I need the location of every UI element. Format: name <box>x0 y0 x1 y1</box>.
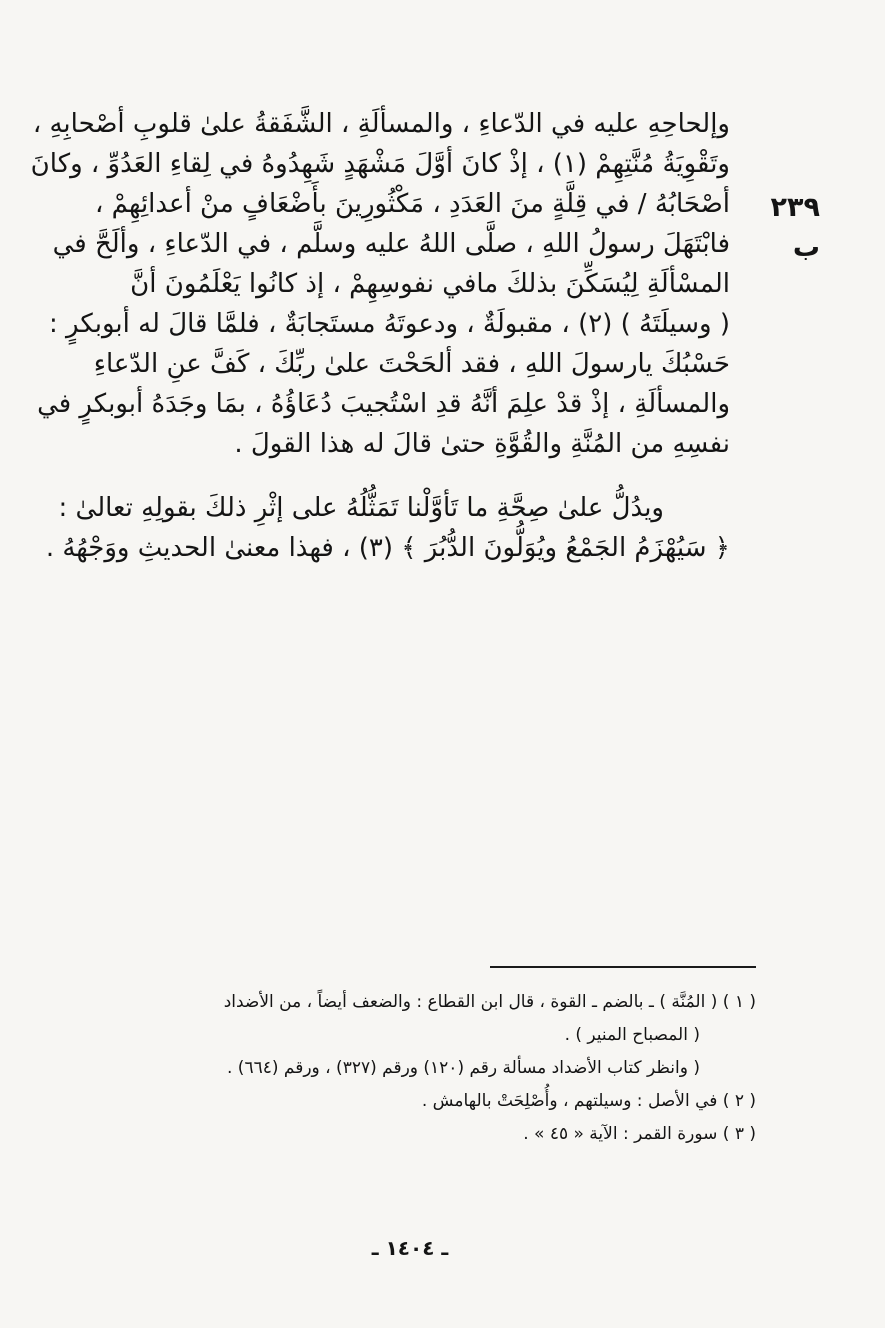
footnote-divider <box>490 966 756 968</box>
paragraph-gap <box>80 464 730 488</box>
footnote-line: ( ٣ ) سورة القمر : الآية « ٤٥ » . <box>523 1124 756 1144</box>
footnote-line: ( المصباح المنير ) . <box>564 1025 700 1045</box>
text-line: وتَقْوِيَةُ مُنَّتِهِمْ (١) ، إذْ كانَ أوَّلَ مَشْهَدٍ شَهِدُوهُ في لِقاءِ العَدُوِّ ، وكانَ <box>30 149 730 179</box>
text-line: فابْتَهَلَ رسولُ اللهِ ، صلَّى اللهُ عليه وسلَّم ، في الدّعاءِ ، وألَحَّ في <box>52 229 730 259</box>
margin-folio-note: ٢٣٩ ب <box>770 192 820 263</box>
main-text-block <box>30 104 730 568</box>
text-line: ( وسيلَتَهُ ) (٢) ، مقبولَةٌ ، ودعوتَهُ مستَجابَةٌ ، فلمَّا قالَ له أبوبكرٍ : <box>48 309 730 339</box>
text-line: وإلحاحِهِ عليه في الدّعاءِ ، والمسألَةِ ، الشَّفَقةُ علىٰ قلوبِ أصْحابِهِ ، <box>32 109 730 139</box>
text-line: حَسْبُكَ يارسولَ اللهِ ، فقد ألحَحْتَ علىٰ ربِّكَ ، كَفَّ عنِ الدّعاءِ <box>93 349 730 379</box>
text-line: والمسألَةِ ، إذْ قدْ علِمَ أنَّهُ قدِ اسْتُجيبَ دُعَاؤُهُ ، بمَا وجَدَهُ أبوبكرٍ في <box>37 389 730 419</box>
text-line: ﴿ سَيُهْزَمُ الجَمْعُ ويُوَلُّونَ الدُّبُرَ ﴾ (٣) ، فهذا معنىٰ الحديثِ ووَجْهُهُ . <box>45 533 730 563</box>
footnote-line: ( وانظر كتاب الأضداد مسألة رقم (١٢٠) ورقم (٣٢٧) ، ورقم (٦٦٤) . <box>227 1058 700 1078</box>
text-line: أصْحَابُهُ / في قِلَّةٍ منَ العَدَدِ ، مَكْثُورِينَ بأَضْعَافٍ منْ أعدائِهِمْ ، <box>95 189 730 219</box>
text-line: ويدُلُّ علىٰ صِحَّةِ ما تَأوَّلْنا تَمَثُّلُهُ على إثْرِ ذلكَ بقولِهِ تعالىٰ : <box>58 493 664 523</box>
footnote-line: ( ١ ) ( المُنَّة ) ـ بالضم ـ القوة ، قال ابن القطاع : والضعف أيضاً ، من الأضداد <box>223 992 756 1012</box>
footnote-line: ( ٢ ) في الأصل : وسيلتهم ، وأُصْلِحَتْ بالهامش . <box>421 1091 756 1111</box>
text-line: نفسِهِ من المُنَّةِ والقُوَّةِ حتىٰ قالَ له هذا القولَ . <box>234 429 730 459</box>
footnotes-block <box>60 986 756 1151</box>
page-number: ـ ١٤٠٤ ـ <box>371 1236 449 1260</box>
text-line: المسْألَةِ لِيُسَكِّنَ بذلكَ مافي نفوسِهِمْ ، إذ كانُوا يَعْلَمُونَ أنَّ <box>130 269 730 299</box>
